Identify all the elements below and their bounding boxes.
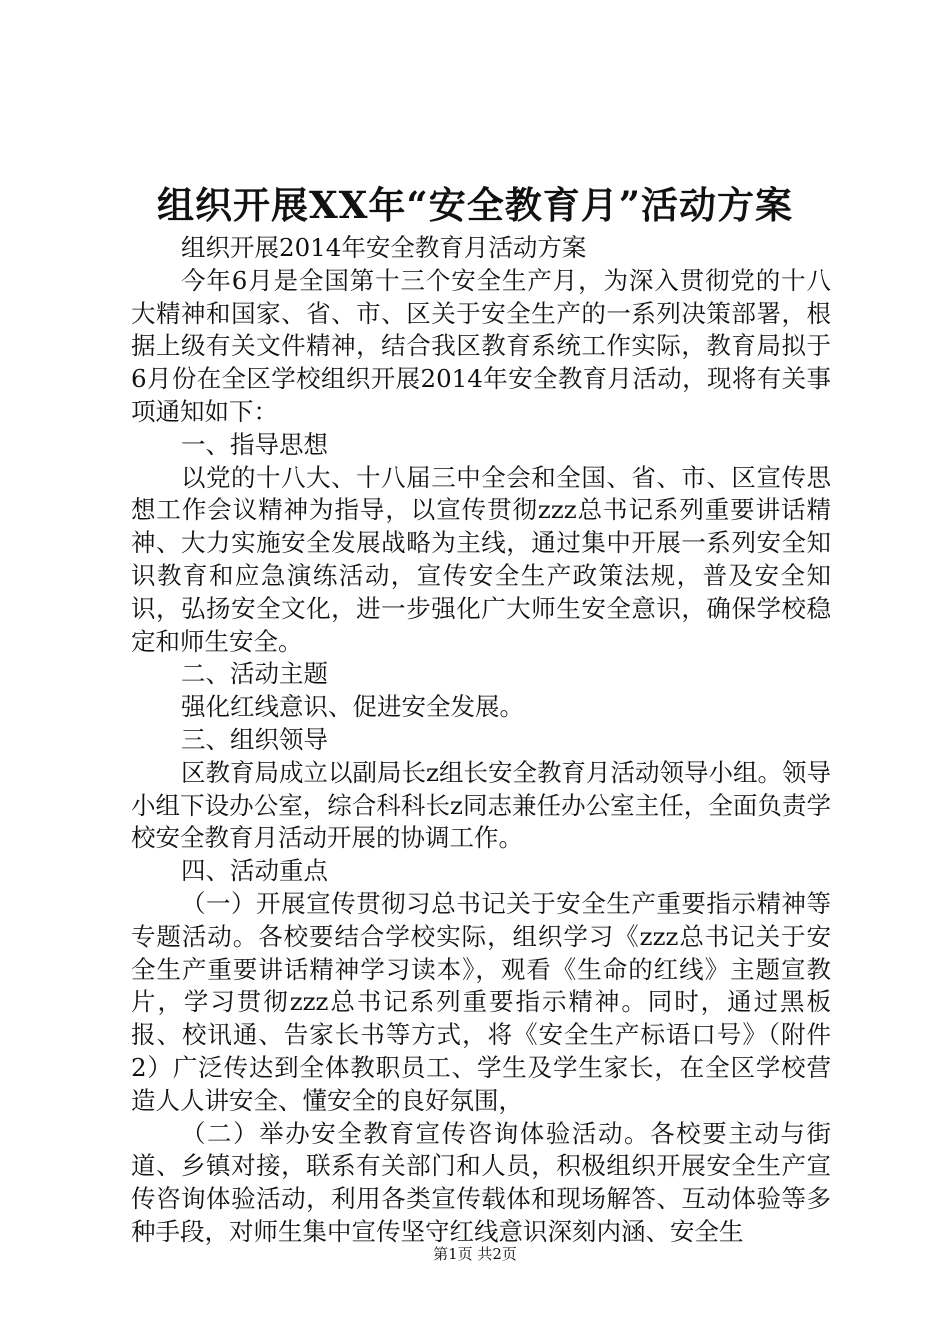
- intro-paragraph: 今年6月是全国第十三个安全生产月，为深入贯彻党的十八大精神和国家、省、市、区关于安全生产的一系列决策部署，根据上级有关文件精神，结合我区教育系统工作实际，教育局拟于6月份在全区学校组织开展2014年安全教育月活动，现将有关事项通知如下：: [131, 265, 831, 426]
- section-heading-leadership: 三、组织领导: [181, 724, 328, 754]
- theme-paragraph: 强化红线意识、促进安全发展。: [181, 692, 524, 722]
- document-title: 组织开展XX年“安全教育月”活动方案: [157, 183, 793, 227]
- document-body: [131, 232, 831, 1249]
- section-heading-guiding-thought: 一、指导思想: [181, 429, 328, 459]
- activity-item-1-paragraph: （一）开展宣传贯彻习总书记关于安全生产重要指示精神等专题活动。各校要结合学校实际，组织学习《zzz总书记关于安全生产重要讲话精神学习读本》，观看《生命的红线》主题宣教片，学习贯彻zzz总书记系列重要指示精神。同时，通过黑板报、校讯通、告家长书等方式，将《安全生产标语口号》（附件2）广泛传达到全体教职员工、学生及学生家长，在全区学校营造人人讲安全、懂安全的良好氛围，: [131, 888, 831, 1115]
- guiding-thought-paragraph: 以党的十八大、十八届三中全会和全国、省、市、区宣传思想工作会议精神为指导，以宣传贯彻zzz总书记系列重要讲话精神、大力实施安全发展战略为主线，通过集中开展一系列安全知识教育和应急演练活动，宣传安全生产政策法规，普及安全知识，弘扬安全文化，进一步强化广大师生安全意识，确保学校稳定和师生安全。: [131, 462, 831, 656]
- page-number-footer: 第1页 共2页: [433, 1245, 517, 1263]
- leadership-paragraph: 区教育局成立以副局长z组长安全教育月活动领导小组。领导小组下设办公室，综合科科长z同志兼任办公室主任，全面负责学校安全教育月活动开展的协调工作。: [131, 757, 831, 853]
- section-heading-theme: 二、活动主题: [181, 659, 328, 689]
- subtitle-paragraph: 组织开展2014年安全教育月活动方案: [181, 233, 587, 262]
- activity-item-2-paragraph: （二）举办安全教育宣传咨询体验活动。各校要主动与街道、乡镇对接，联系有关部门和人员，积极组织开展安全生产宣传咨询体验活动，利用各类宣传载体和现场解答、互动体验等多种手段，对师生集中宣传坚守红线意识深刻内涵、安全生: [131, 1118, 831, 1246]
- section-heading-key-activities: 四、活动重点: [181, 856, 328, 886]
